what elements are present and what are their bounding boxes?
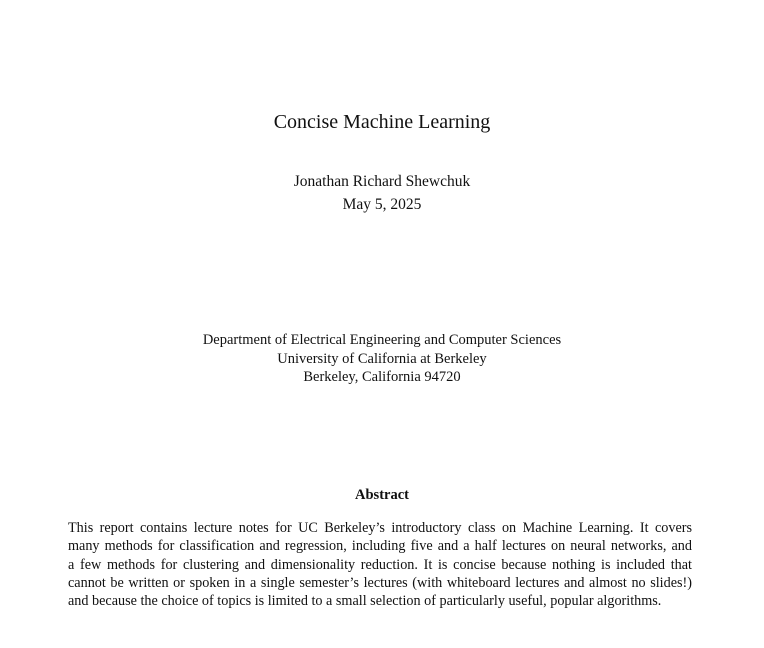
abstract-line: a few methods for clustering and dimensionality reduction. It is concise because nothing is included that bbox=[68, 556, 692, 573]
affiliation-block bbox=[0, 331, 764, 387]
author-block bbox=[0, 170, 764, 216]
abstract-line: and because the choice of topics is limited to a small selection of particularly useful, popular algorithms. bbox=[68, 593, 662, 610]
abstract-line: many methods for classification and regression, including five and a half lectures on neural networks, and bbox=[68, 538, 692, 555]
publication-date: May 5, 2025 bbox=[342, 196, 422, 213]
paper-title: Concise Machine Learning bbox=[273, 111, 491, 133]
affiliation-department: Department of Electrical Engineering and Computer Sciences bbox=[202, 332, 562, 348]
abstract-body bbox=[68, 519, 692, 610]
affiliation-university: University of California at Berkeley bbox=[277, 350, 487, 367]
abstract-line: cannot be written or spoken in a single semester’s lectures (with whiteboard lectures and almost no slides!) bbox=[68, 574, 692, 591]
author-name: Jonathan Richard Shewchuk bbox=[293, 173, 471, 190]
affiliation-address: Berkeley, California 94720 bbox=[303, 369, 461, 385]
abstract-heading: Abstract bbox=[355, 487, 409, 503]
abstract-line: This report contains lecture notes for UC Berkeley’s introductory class on Machine Learning. It covers bbox=[68, 520, 692, 536]
